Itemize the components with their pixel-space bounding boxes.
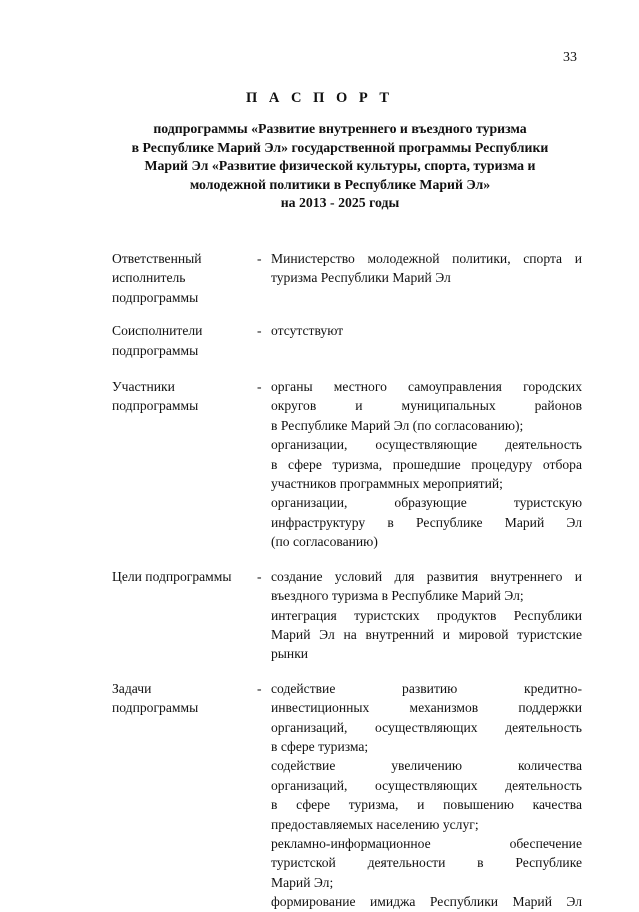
row-value-line: органы местного самоуправления городских <box>271 379 582 395</box>
row-label-line: подпрограммы <box>112 398 199 414</box>
row-value-line: формирование имиджа Республики Марий Эл <box>271 894 582 910</box>
row-value-line: въездного туризма в Республике Марий Эл; <box>271 588 524 604</box>
passport-row-co-executors <box>112 321 582 360</box>
row-value-line: интеграция туристских продуктов Республики <box>271 607 582 623</box>
row-label-line: исполнитель <box>112 270 186 286</box>
passport-row-responsible <box>112 249 582 307</box>
passport-table <box>112 249 582 912</box>
row-value-line: предоставляемых населению услуг; <box>271 816 479 832</box>
row-value-line: содействие развитию кредитно- <box>271 680 582 696</box>
row-value <box>271 377 582 552</box>
row-value-line: в Республике Марий Эл (по согласованию); <box>271 417 524 433</box>
row-value-line: Марий Эл на внутренний и мировой туристские <box>271 626 582 642</box>
row-label-line: подпрограммы <box>112 342 199 358</box>
row-value-line: содействие увеличению количества <box>271 758 582 774</box>
row-label-line: подпрограммы <box>112 700 199 716</box>
row-label-line: Соисполнители <box>112 323 203 339</box>
row-dash: - <box>257 251 262 266</box>
row-value <box>271 679 582 912</box>
row-value-line: отсутствуют <box>271 323 344 339</box>
subtitle-line: молодежной политики в Республике Марий Эл» <box>189 176 491 192</box>
row-value <box>271 321 582 360</box>
row-label-line: Ответственный <box>112 251 202 266</box>
passport-title: П А С П О Р Т <box>245 90 394 106</box>
row-label <box>112 321 252 360</box>
row-value-line: туризма Республики Марий Эл <box>271 270 451 286</box>
row-dash: - <box>257 680 262 696</box>
row-value <box>271 567 582 664</box>
row-value <box>271 249 582 307</box>
row-value-line: в сфере туризма, прошедшие процедуру отбора <box>271 456 582 472</box>
row-label <box>112 679 252 718</box>
row-label-line: Участники <box>112 379 175 395</box>
passport-row-participants <box>112 377 582 552</box>
row-label-line: Цели подпрограммы <box>112 568 232 584</box>
row-value-line: Министерство молодежной политики, спорта и <box>271 251 582 266</box>
row-dash: - <box>257 379 262 395</box>
page-number: 33 <box>563 50 577 65</box>
passport-row-tasks <box>112 679 582 912</box>
row-value-line: округов и муниципальных районов <box>271 398 582 414</box>
row-label-line: Задачи <box>112 680 152 696</box>
passport-row-goals <box>112 567 582 664</box>
row-label-line: подпрограммы <box>112 289 199 305</box>
row-value-line: рекламно-информационное обеспечение <box>271 835 582 851</box>
subtitle-line: на 2013 - 2025 годы <box>280 195 400 210</box>
row-value-line: организаций, осуществляющих деятельность <box>271 777 582 793</box>
row-label <box>112 377 252 416</box>
row-dash: - <box>257 323 262 339</box>
row-value-line: (по согласованию) <box>271 534 378 550</box>
subtitle-line: в Республике Марий Эл» государственной программы Республики <box>131 139 549 155</box>
row-dash: - <box>257 568 262 584</box>
row-value-line: участников программных мероприятий; <box>271 476 503 492</box>
row-label <box>112 567 252 586</box>
passport-subtitle <box>100 120 580 213</box>
row-value-line: создание условий для развития внутреннего и <box>271 568 582 584</box>
row-value-line: организации, образующие туристскую <box>271 495 582 511</box>
row-value-line: организаций, осуществляющих деятельность <box>271 719 582 735</box>
subtitle-line: подпрограммы «Развитие внутреннего и въездного туризма <box>153 121 527 136</box>
row-value-line: в сфере туризма; <box>271 738 369 754</box>
row-value-line: организации, осуществляющие деятельность <box>271 437 582 453</box>
row-value-line: инвестиционных механизмов поддержки <box>271 700 582 716</box>
subtitle-line: Марий Эл «Развитие физической культуры, спорта, туризма и <box>144 158 536 173</box>
row-value-line: Марий Эл; <box>271 874 334 890</box>
row-label <box>112 249 252 307</box>
row-value-line: инфраструктуру в Республике Марий Эл <box>271 514 582 530</box>
row-value-line: рынки <box>271 646 309 662</box>
row-value-line: туристской деятельности в Республике <box>271 855 582 871</box>
row-value-line: в сфере туризма, и повышению качества <box>271 797 582 813</box>
